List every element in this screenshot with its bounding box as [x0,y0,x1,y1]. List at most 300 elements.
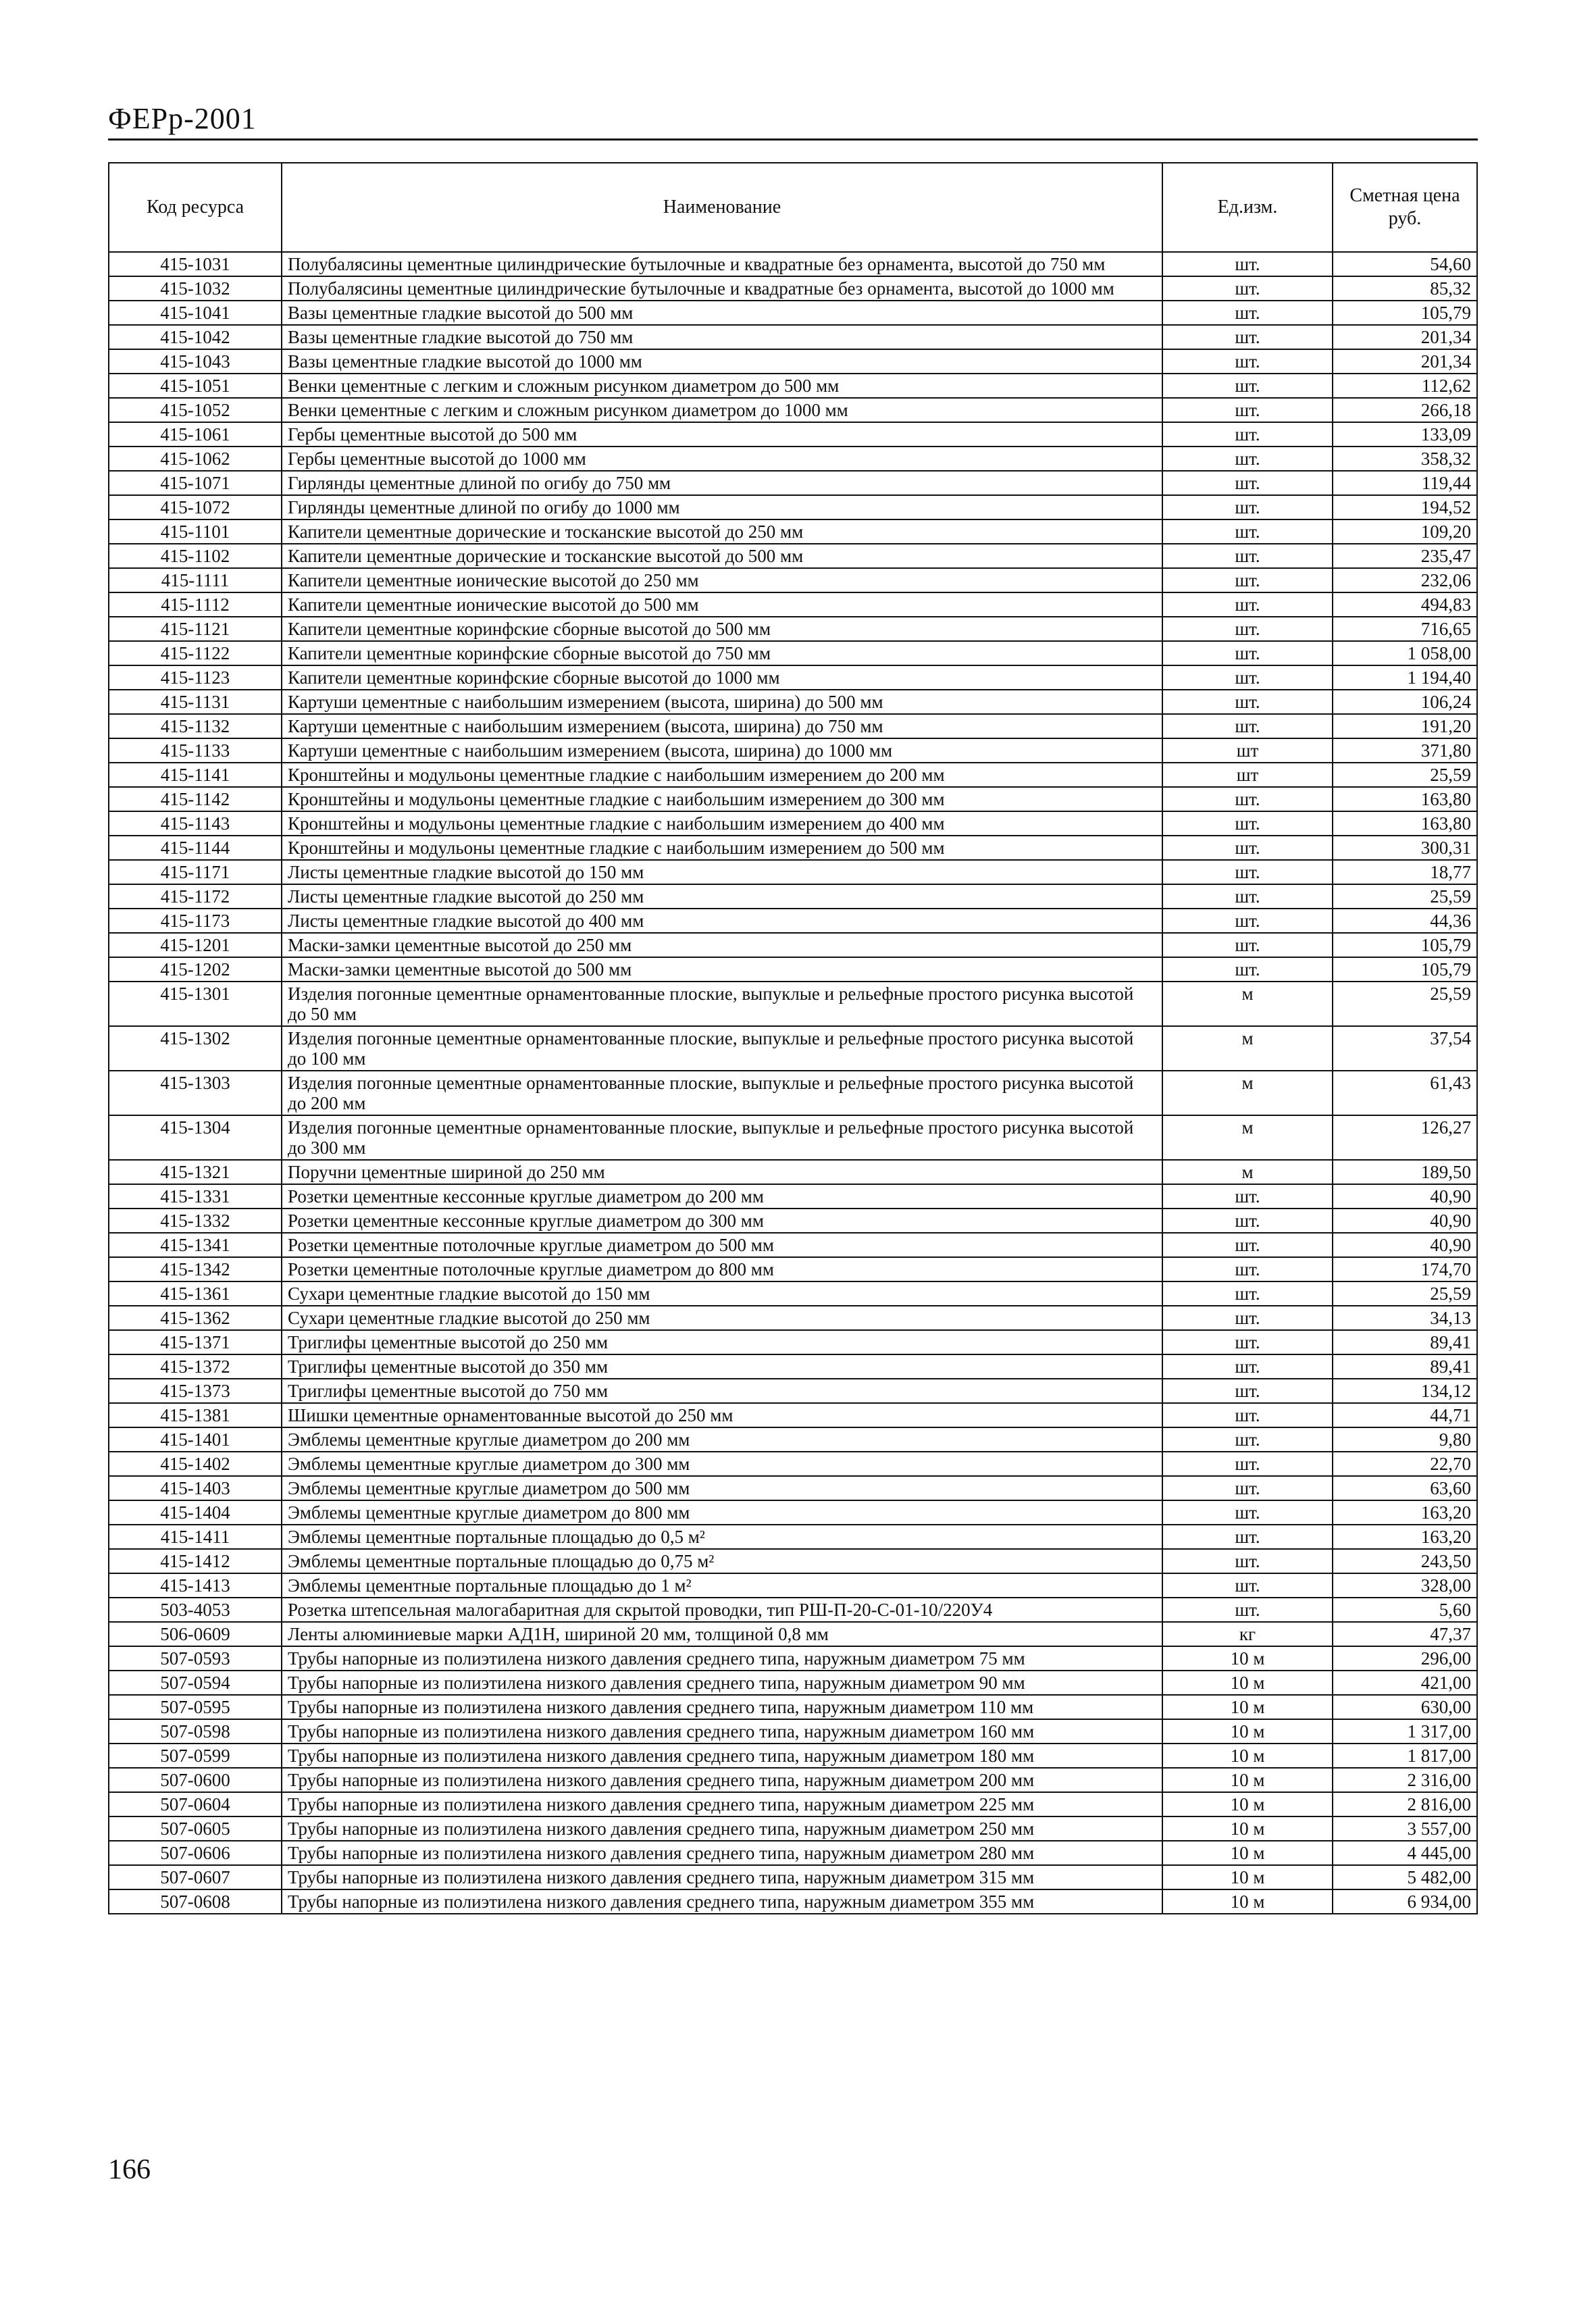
price-cell: 61,43 [1333,1071,1477,1115]
price-cell: 163,20 [1333,1525,1477,1549]
price-cell: 300,31 [1333,836,1477,860]
resource-code-cell: 415-1401 [109,1427,282,1452]
resource-code-cell: 415-1403 [109,1476,282,1500]
resource-code-cell: 415-1173 [109,909,282,933]
resource-code-cell: 415-1201 [109,933,282,957]
table-row [109,957,1477,982]
price-cell: 5 482,00 [1333,1865,1477,1889]
resource-name-cell: Листы цементные гладкие высотой до 250 мм [282,884,1162,909]
resource-code-cell: 415-1122 [109,641,282,665]
unit-cell: 10 м [1162,1719,1333,1744]
unit-cell: м [1162,1115,1333,1160]
price-cell: 40,90 [1333,1184,1477,1209]
resource-code-cell: 415-1331 [109,1184,282,1209]
table-row [109,1744,1477,1768]
table-row [109,301,1477,325]
resource-name-cell: Кронштейны и модульоны цементные гладкие с наибольшим измерением до 200 мм [282,763,1162,787]
resource-code-cell: 415-1373 [109,1379,282,1403]
resource-code-cell: 507-0600 [109,1768,282,1792]
resource-code-cell: 415-1301 [109,982,282,1026]
table-row [109,1671,1477,1695]
table-row [109,568,1477,592]
price-cell: 201,34 [1333,349,1477,374]
price-cell: 243,50 [1333,1549,1477,1573]
price-cell: 1 194,40 [1333,665,1477,690]
unit-cell: шт. [1162,1500,1333,1525]
resource-name-cell: Капители цементные коринфские сборные высотой до 500 мм [282,617,1162,641]
price-cell: 174,70 [1333,1257,1477,1281]
table-row [109,860,1477,884]
resource-code-cell: 415-1321 [109,1160,282,1184]
unit-cell: шт. [1162,690,1333,714]
price-cell: 2 816,00 [1333,1792,1477,1816]
unit-cell: шт. [1162,325,1333,349]
resource-code-cell: 507-0594 [109,1671,282,1695]
resource-name-cell: Трубы напорные из полиэтилена низкого давления среднего типа, наружным диаметром 110 мм [282,1695,1162,1719]
resource-name-cell: Трубы напорные из полиэтилена низкого давления среднего типа, наружным диаметром 280 мм [282,1841,1162,1865]
price-cell: 134,12 [1333,1379,1477,1403]
table-row [109,1452,1477,1476]
table-row [109,592,1477,617]
unit-cell: шт. [1162,641,1333,665]
unit-cell: шт. [1162,1209,1333,1233]
unit-cell: шт [1162,763,1333,787]
table-row [109,276,1477,301]
unit-cell: шт. [1162,617,1333,641]
resource-code-cell: 415-1172 [109,884,282,909]
price-cell: 105,79 [1333,933,1477,957]
price-cell: 44,36 [1333,909,1477,933]
price-cell: 85,32 [1333,276,1477,301]
resource-code-cell: 415-1133 [109,738,282,763]
resource-code-cell: 507-0607 [109,1865,282,1889]
price-cell: 1 317,00 [1333,1719,1477,1744]
table-row [109,422,1477,447]
table-row [109,909,1477,933]
price-cell: 5,60 [1333,1598,1477,1622]
unit-cell: 10 м [1162,1671,1333,1695]
column-header-price: Сметная цена руб. [1333,163,1477,252]
price-cell: 63,60 [1333,1476,1477,1500]
table-row [109,1257,1477,1281]
price-cell: 22,70 [1333,1452,1477,1476]
resource-code-cell: 415-1102 [109,544,282,568]
table-row [109,714,1477,738]
resource-name-cell: Розетки цементные потолочные круглые диаметром до 800 мм [282,1257,1162,1281]
resource-name-cell: Сухари цементные гладкие высотой до 250 мм [282,1306,1162,1330]
price-cell: 358,32 [1333,447,1477,471]
resource-code-cell: 415-1062 [109,447,282,471]
unit-cell: 10 м [1162,1816,1333,1841]
unit-cell: шт. [1162,1354,1333,1379]
resource-name-cell: Вазы цементные гладкие высотой до 750 мм [282,325,1162,349]
resource-code-cell: 415-1051 [109,374,282,398]
unit-cell: 10 м [1162,1865,1333,1889]
resource-name-cell: Эмблемы цементные портальные площадью до 0,5 м² [282,1525,1162,1549]
table-row [109,1598,1477,1622]
unit-cell: шт. [1162,1452,1333,1476]
unit-cell: 10 м [1162,1744,1333,1768]
resource-name-cell: Капители цементные ионические высотой до 250 мм [282,568,1162,592]
price-cell: 194,52 [1333,495,1477,519]
unit-cell: м [1162,1160,1333,1184]
price-cell: 119,44 [1333,471,1477,495]
table-row [109,690,1477,714]
unit-cell: м [1162,1071,1333,1115]
unit-cell: шт. [1162,1184,1333,1209]
resource-name-cell: Гербы цементные высотой до 500 мм [282,422,1162,447]
resource-name-cell: Листы цементные гладкие высотой до 150 мм [282,860,1162,884]
unit-cell: шт. [1162,519,1333,544]
resource-code-cell: 415-1123 [109,665,282,690]
resource-name-cell: Поручни цементные шириной до 250 мм [282,1160,1162,1184]
resource-name-cell: Розетки цементные потолочные круглые диаметром до 500 мм [282,1233,1162,1257]
document-header: ФЕРр-2001 [108,102,257,135]
price-cell: 163,80 [1333,811,1477,836]
table-row [109,1209,1477,1233]
unit-cell: шт. [1162,1598,1333,1622]
resource-code-cell: 507-0606 [109,1841,282,1865]
resource-name-cell: Кронштейны и модульоны цементные гладкие с наибольшим измерением до 300 мм [282,787,1162,811]
resource-name-cell: Картуши цементные с наибольшим измерением (высота, ширина) до 1000 мм [282,738,1162,763]
resource-name-cell: Изделия погонные цементные орнаментованные плоские, выпуклые и рельефные простого рисунка высотой до 50 мм [282,982,1162,1026]
unit-cell: шт. [1162,374,1333,398]
unit-cell: кг [1162,1622,1333,1646]
resource-name-cell: Сухари цементные гладкие высотой до 150 мм [282,1281,1162,1306]
resource-code-cell: 415-1142 [109,787,282,811]
resource-name-cell: Трубы напорные из полиэтилена низкого давления среднего типа, наружным диаметром 355 мм [282,1889,1162,1914]
resource-name-cell: Эмблемы цементные круглые диаметром до 200 мм [282,1427,1162,1452]
unit-cell: шт [1162,738,1333,763]
resource-name-cell: Трубы напорные из полиэтилена низкого давления среднего типа, наружным диаметром 160 мм [282,1719,1162,1744]
unit-cell: шт. [1162,1525,1333,1549]
price-cell: 106,24 [1333,690,1477,714]
resource-name-cell: Эмблемы цементные портальные площадью до 0,75 м² [282,1549,1162,1573]
table-row [109,836,1477,860]
page-number: 166 [108,2154,151,2185]
unit-cell: шт. [1162,252,1333,276]
table-row [109,1841,1477,1865]
resource-code-cell: 415-1112 [109,592,282,617]
unit-cell: шт. [1162,1403,1333,1427]
resource-name-cell: Капители цементные дорические и тосканские высотой до 500 мм [282,544,1162,568]
unit-cell: шт. [1162,544,1333,568]
resource-code-cell: 415-1372 [109,1354,282,1379]
table-row [109,471,1477,495]
resource-name-cell: Полубалясины цементные цилиндрические бутылочные и квадратные без орнамента, высотой до 750 мм [282,252,1162,276]
resource-name-cell: Розетка штепсельная малогабаритная для скрытой проводки, тип РШ-П-20-С-01-10/220У4 [282,1598,1162,1622]
table-row [109,252,1477,276]
resource-code-cell: 415-1121 [109,617,282,641]
price-cell: 296,00 [1333,1646,1477,1671]
resource-name-cell: Венки цементные с легким и сложным рисунком диаметром до 500 мм [282,374,1162,398]
table-row [109,374,1477,398]
unit-cell: м [1162,982,1333,1026]
resource-code-cell: 415-1132 [109,714,282,738]
table-row [109,1695,1477,1719]
table-row [109,447,1477,471]
price-cell: 630,00 [1333,1695,1477,1719]
resource-code-cell: 415-1412 [109,1549,282,1573]
price-cell: 133,09 [1333,422,1477,447]
unit-cell: шт. [1162,909,1333,933]
price-cell: 494,83 [1333,592,1477,617]
price-cell: 18,77 [1333,860,1477,884]
resource-name-cell: Изделия погонные цементные орнаментованные плоские, выпуклые и рельефные простого рисунка высотой до 200 мм [282,1071,1162,1115]
table-row [109,1476,1477,1500]
resource-code-cell: 415-1141 [109,763,282,787]
price-cell: 25,59 [1333,884,1477,909]
unit-cell: шт. [1162,1233,1333,1257]
table-row [109,1354,1477,1379]
table-row [109,1115,1477,1160]
resource-name-cell: Изделия погонные цементные орнаментованные плоские, выпуклые и рельефные простого рисунка высотой до 100 мм [282,1026,1162,1071]
unit-cell: шт. [1162,665,1333,690]
price-cell: 126,27 [1333,1115,1477,1160]
resource-code-cell: 507-0595 [109,1695,282,1719]
unit-cell: 10 м [1162,1889,1333,1914]
resource-name-cell: Трубы напорные из полиэтилена низкого давления среднего типа, наружным диаметром 180 мм [282,1744,1162,1768]
resource-name-cell: Эмблемы цементные круглые диаметром до 500 мм [282,1476,1162,1500]
unit-cell: шт. [1162,471,1333,495]
table-row [109,738,1477,763]
resource-name-cell: Трубы напорные из полиэтилена низкого давления среднего типа, наружным диаметром 250 мм [282,1816,1162,1841]
unit-cell: шт. [1162,1330,1333,1354]
resource-name-cell: Капители цементные коринфские сборные высотой до 1000 мм [282,665,1162,690]
resource-code-cell: 507-0599 [109,1744,282,1768]
unit-cell: 10 м [1162,1768,1333,1792]
resource-code-cell: 415-1362 [109,1306,282,1330]
resource-name-cell: Эмблемы цементные круглые диаметром до 300 мм [282,1452,1162,1476]
unit-cell: шт. [1162,787,1333,811]
price-cell: 54,60 [1333,252,1477,276]
price-cell: 105,79 [1333,301,1477,325]
resource-code-cell: 415-1402 [109,1452,282,1476]
table-header-row [109,163,1477,252]
resource-code-cell: 415-1171 [109,860,282,884]
resource-code-cell: 415-1404 [109,1500,282,1525]
unit-cell: шт. [1162,1306,1333,1330]
price-cell: 25,59 [1333,763,1477,787]
resource-code-cell: 415-1304 [109,1115,282,1160]
table-row [109,665,1477,690]
unit-cell: шт. [1162,860,1333,884]
unit-cell: м [1162,1026,1333,1071]
resource-name-cell: Вазы цементные гладкие высотой до 500 мм [282,301,1162,325]
table-row [109,1306,1477,1330]
price-cell: 1 817,00 [1333,1744,1477,1768]
resource-name-cell: Капители цементные ионические высотой до 500 мм [282,592,1162,617]
table-row [109,1184,1477,1209]
resource-code-cell: 415-1381 [109,1403,282,1427]
price-cell: 109,20 [1333,519,1477,544]
resource-name-cell: Розетки цементные кессонные круглые диаметром до 300 мм [282,1209,1162,1233]
column-header-unit: Ед.изм. [1162,163,1333,252]
price-cell: 201,34 [1333,325,1477,349]
unit-cell: шт. [1162,447,1333,471]
resource-code-cell: 415-1041 [109,301,282,325]
table-body [109,252,1477,1914]
resource-code-cell: 415-1052 [109,398,282,422]
resource-name-cell: Гирлянды цементные длиной по огибу до 750 мм [282,471,1162,495]
resource-name-cell: Кронштейны и модульоны цементные гладкие с наибольшим измерением до 400 мм [282,811,1162,836]
table-row [109,1500,1477,1525]
unit-cell: шт. [1162,1427,1333,1452]
resource-code-cell: 415-1411 [109,1525,282,1549]
price-cell: 4 445,00 [1333,1841,1477,1865]
unit-cell: шт. [1162,714,1333,738]
table-row [109,1622,1477,1646]
resource-name-cell: Кронштейны и модульоны цементные гладкие с наибольшим измерением до 500 мм [282,836,1162,860]
table-row [109,641,1477,665]
resource-code-cell: 415-1131 [109,690,282,714]
price-cell: 1 058,00 [1333,641,1477,665]
table-row [109,1233,1477,1257]
unit-cell: шт. [1162,568,1333,592]
table-row [109,1427,1477,1452]
table-row [109,325,1477,349]
unit-cell: шт. [1162,836,1333,860]
unit-cell: шт. [1162,1281,1333,1306]
unit-cell: шт. [1162,884,1333,909]
price-cell: 232,06 [1333,568,1477,592]
table-row [109,1403,1477,1427]
table-row [109,933,1477,957]
resource-name-cell: Маски-замки цементные высотой до 500 мм [282,957,1162,982]
table-row [109,398,1477,422]
resource-name-cell: Трубы напорные из полиэтилена низкого давления среднего типа, наружным диаметром 90 мм [282,1671,1162,1695]
table-row [109,617,1477,641]
resource-name-cell: Полубалясины цементные цилиндрические бутылочные и квадратные без орнамента, высотой до 1000 мм [282,276,1162,301]
price-table [108,162,1478,1914]
table-row [109,1719,1477,1744]
unit-cell: шт. [1162,349,1333,374]
price-cell: 235,47 [1333,544,1477,568]
table-row [109,1646,1477,1671]
unit-cell: шт. [1162,1573,1333,1598]
resource-code-cell: 507-0608 [109,1889,282,1914]
unit-cell: шт. [1162,957,1333,982]
table-row [109,787,1477,811]
unit-cell: шт. [1162,933,1333,957]
resource-code-cell: 415-1111 [109,568,282,592]
table-row [109,1549,1477,1573]
price-cell: 2 316,00 [1333,1768,1477,1792]
table-row [109,982,1477,1026]
price-cell: 191,20 [1333,714,1477,738]
table-row [109,495,1477,519]
table-row [109,544,1477,568]
column-header-code: Код ресурса [109,163,282,252]
unit-cell: шт. [1162,495,1333,519]
table-row [109,1281,1477,1306]
table-row [109,763,1477,787]
price-cell: 40,90 [1333,1209,1477,1233]
resource-code-cell: 507-0605 [109,1816,282,1841]
resource-name-cell: Трубы напорные из полиэтилена низкого давления среднего типа, наружным диаметром 75 мм [282,1646,1162,1671]
resource-code-cell: 415-1303 [109,1071,282,1115]
table-row [109,1071,1477,1115]
resource-code-cell: 415-1413 [109,1573,282,1598]
price-cell: 266,18 [1333,398,1477,422]
column-header-name: Наименование [282,163,1162,252]
unit-cell: 10 м [1162,1792,1333,1816]
unit-cell: шт. [1162,422,1333,447]
resource-name-cell: Венки цементные с легким и сложным рисунком диаметром до 1000 мм [282,398,1162,422]
unit-cell: шт. [1162,398,1333,422]
resource-name-cell: Триглифы цементные высотой до 350 мм [282,1354,1162,1379]
resource-name-cell: Триглифы цементные высотой до 750 мм [282,1379,1162,1403]
unit-cell: 10 м [1162,1841,1333,1865]
price-cell: 716,65 [1333,617,1477,641]
table-row [109,1525,1477,1549]
unit-cell: шт. [1162,276,1333,301]
resource-name-cell: Гирлянды цементные длиной по огибу до 1000 мм [282,495,1162,519]
price-cell: 25,59 [1333,982,1477,1026]
table-row [109,349,1477,374]
resource-code-cell: 415-1342 [109,1257,282,1281]
unit-cell: шт. [1162,1379,1333,1403]
resource-code-cell: 415-1202 [109,957,282,982]
resource-code-cell: 415-1143 [109,811,282,836]
table-row [109,1889,1477,1914]
price-cell: 34,13 [1333,1306,1477,1330]
resource-code-cell: 415-1042 [109,325,282,349]
table-row [109,884,1477,909]
resource-code-cell: 507-0604 [109,1792,282,1816]
table-row [109,519,1477,544]
price-cell: 37,54 [1333,1026,1477,1071]
resource-name-cell: Маски-замки цементные высотой до 250 мм [282,933,1162,957]
table-row [109,1865,1477,1889]
resource-code-cell: 415-1031 [109,252,282,276]
price-cell: 421,00 [1333,1671,1477,1695]
price-cell: 163,80 [1333,787,1477,811]
resource-name-cell: Розетки цементные кессонные круглые диаметром до 200 мм [282,1184,1162,1209]
resource-code-cell: 415-1371 [109,1330,282,1354]
resource-name-cell: Трубы напорные из полиэтилена низкого давления среднего типа, наружным диаметром 315 мм [282,1865,1162,1889]
price-cell: 328,00 [1333,1573,1477,1598]
table-row [109,1573,1477,1598]
resource-code-cell: 507-0598 [109,1719,282,1744]
resource-code-cell: 415-1071 [109,471,282,495]
unit-cell: шт. [1162,1549,1333,1573]
price-cell: 40,90 [1333,1233,1477,1257]
table-row [109,1379,1477,1403]
resource-code-cell: 506-0609 [109,1622,282,1646]
resource-name-cell: Эмблемы цементные круглые диаметром до 800 мм [282,1500,1162,1525]
resource-code-cell: 415-1144 [109,836,282,860]
resource-name-cell: Шишки цементные орнаментованные высотой до 250 мм [282,1403,1162,1427]
resource-name-cell: Изделия погонные цементные орнаментованные плоские, выпуклые и рельефные простого рисунка высотой до 300 мм [282,1115,1162,1160]
resource-name-cell: Трубы напорные из полиэтилена низкого давления среднего типа, наружным диаметром 200 мм [282,1768,1162,1792]
resource-name-cell: Картуши цементные с наибольшим измерением (высота, ширина) до 750 мм [282,714,1162,738]
resource-name-cell: Ленты алюминиевые марки АД1Н, шириной 20 мм, толщиной 0,8 мм [282,1622,1162,1646]
resource-code-cell: 415-1043 [109,349,282,374]
table-row [109,1768,1477,1792]
resource-name-cell: Триглифы цементные высотой до 250 мм [282,1330,1162,1354]
price-cell: 112,62 [1333,374,1477,398]
price-cell: 9,80 [1333,1427,1477,1452]
resource-code-cell: 415-1341 [109,1233,282,1257]
resource-code-cell: 415-1032 [109,276,282,301]
resource-code-cell: 503-4053 [109,1598,282,1622]
price-cell: 163,20 [1333,1500,1477,1525]
resource-name-cell: Вазы цементные гладкие высотой до 1000 мм [282,349,1162,374]
resource-code-cell: 415-1361 [109,1281,282,1306]
table-row [109,1816,1477,1841]
unit-cell: шт. [1162,811,1333,836]
